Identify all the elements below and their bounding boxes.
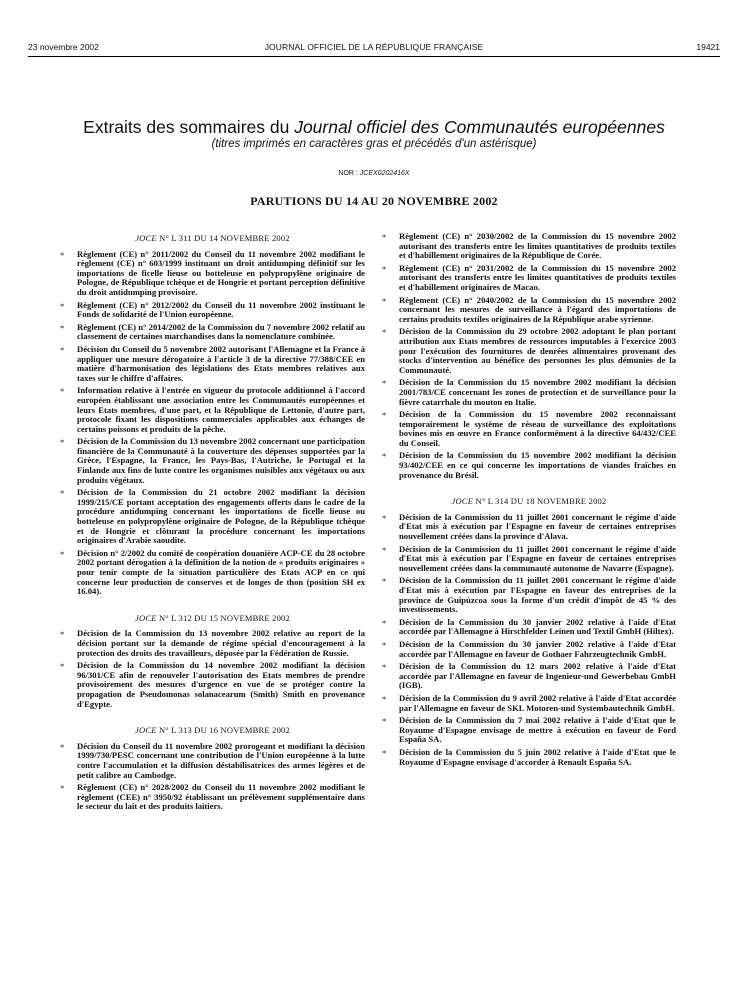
asterisk-marker: * (60, 386, 65, 397)
item-text: Décision de la Commission du 29 octobre 2002 adoptant le plan portant attribution aux Etats membres de ressources imputables à l'exercice 2003 pour l'exécution des fournitures de denrées alimentaires provenant des stocks d'intervention au bénéfice des personnes les plus démunies de la Communauté. (399, 326, 676, 375)
item-text: Décision de la Commission du 30 janvier 2002 relative à l'aide d'Etat accordée par l'Allemagne à Hirschfelder Leinen und Textil GmbH (Hiltex). (399, 616, 676, 637)
asterisk-marker: * (382, 512, 387, 523)
item-text: Décision de la Commission du 13 novembre 2002 relative au report de la décision portant sur la demande de régime spécial d'encouragement à la protection des droits des travailleurs, déposée par la Fédération de Russie. (77, 628, 365, 658)
section-number: N° L 311 DU 14 NOVEMBRE 2002 (156, 233, 290, 243)
list-item (60, 488, 365, 546)
page-subtitle: (titres imprimés en caractères gras et précédés d'un astérisque) (211, 138, 537, 150)
list-item (382, 378, 676, 407)
asterisk-marker: * (60, 783, 65, 794)
item-text: Décision de la Commission du 11 juillet 2001 concernant le régime d'aide d'Etat mis à exécution par l'Espagne en faveur de certaines entreprises nouvellement créées dans la communauté autonome de Navarre (Espagne). (399, 543, 676, 573)
item-text: Décision de la Commission du 21 octobre 2002 modifiant la décision 1999/215/CE portant acceptation des engagements offerts dans le cadre de la procédure antidumping concernant les importations de ficelle lieuse ou botteleuse en polypropylène originaire de Pologne, de la République tchèque et de Hongrie et clôturant la procédure concernant les importations originaires d'Arabie saoudite. (77, 487, 365, 546)
item-text: Règlement (CE) n° 2040/2002 de la Commission du 15 novembre 2002 concernant les mesures de surveillance à l'égard des importations de certains produits textiles originaires de la République arabe syrienne. (399, 294, 676, 324)
item-text: Décision de la Commission du 12 mars 2002 relative à l'aide d'Etat accordée par l'Allemagne en faveur de Ingenieur-und Gewerbebau GmbH (IGB). (399, 661, 676, 691)
section-heading-l313 (60, 726, 365, 736)
item-text: Décision de la Commission du 14 novembre 2002 modifiant la décision 96/301/CE afin de renouveler l'autorisation des Etats membres de prendre provisoirement des mesures d'urgence en vue de se protéger contre la propagation de Pseudomonas solanacearum (Smith) Smith en provenance d'Egypte. (77, 660, 365, 709)
list-item (60, 661, 365, 709)
header-page-number: 19421 (696, 42, 720, 52)
list-item (60, 345, 365, 383)
item-text: Décision de la Commission du 7 mai 2002 relative à l'aide d'Etat que le Royaume d'Espagne envisage de mettre à exécution en faveur de Ford España SA. (399, 715, 676, 745)
list-item (382, 716, 676, 745)
asterisk-marker: * (60, 661, 65, 672)
list-item (382, 618, 676, 637)
asterisk-marker: * (382, 378, 387, 389)
asterisk-marker: * (60, 437, 65, 448)
item-text: Information relative à l'entrée en vigueur du protocole additionnel à l'accord européen établissant une association entre les Communautés européennes et leurs Etats membres, d'une part, et la République de Lettonie, d'autre part, protocole fixant les dispositions commerciales applicables aux échanges de certains poissons et produits de la pêche. (77, 385, 365, 434)
section-number: N° L 314 DU 18 NOVEMBRE 2002 (473, 496, 607, 507)
item-text: Règlement (CE) n° 2014/2002 de la Commission du 7 novembre 2002 relatif au classement de certaines marchandises dans la nomenclature combinée. (77, 321, 365, 342)
item-text: Règlement (CE) n° 2031/2002 de la Commission du 15 novembre 2002 autorisant des transferts entre les limites quantitatives de produits textiles et d'habillement originaires de Macao. (399, 262, 676, 292)
asterisk-marker: * (60, 344, 65, 355)
item-text: Décision de la Commission du 30 janvier 2002 relative à l'aide d'Etat accordée par l'Allemagne en faveur de Gothaer Fahrzeugtechnik GmbH. (399, 638, 676, 659)
asterisk-marker: * (60, 548, 65, 559)
list-item (382, 513, 676, 542)
list-item (60, 301, 365, 320)
list-item (382, 694, 676, 713)
item-text: Décision de la Commission du 15 novembre 2002 modifiant la décision 93/402/CEE en ce qui concerne les importations de viandes fraîches en provenance du Brésil. (399, 450, 676, 480)
page-title (0, 117, 748, 138)
list-item (60, 629, 365, 658)
item-text: Décision du Conseil du 5 novembre 2002 autorisant l'Allemagne et la France à appliquer une mesure dérogatoire à l'article 3 de la directive 77/388/CEE en matière d'harmonisation des législations des Etats membres relatives aux taxes sur le chiffre d'affaires. (77, 343, 365, 383)
asterisk-marker: * (382, 263, 387, 274)
title-part-2: Journal officiel des Communautés européennes (294, 117, 665, 137)
parutions-heading: PARUTIONS DU 14 AU 20 NOVEMBRE 2002 (250, 194, 498, 208)
nor-reference (0, 170, 748, 177)
asterisk-marker: * (60, 488, 65, 499)
section-heading-l312 (60, 614, 365, 624)
list-item (60, 323, 365, 342)
asterisk-marker: * (382, 327, 387, 338)
section-heading-l311 (60, 234, 365, 244)
asterisk-marker: * (382, 662, 387, 673)
item-text: Décision de la Commission du 9 avril 2002 relative à l'aide d'Etat accordée par l'Allemagne en faveur de SKL Motoren-und Systembautechnik GmbH. (399, 692, 676, 713)
item-text: Décision de la Commission du 13 novembre 2002 concernant une participation financière de la Communauté à la couverture des dépenses supportées par la Grèce, l'Espagne, la France, les Pays-Bas, l'Autriche, le Portugal et la Finlande aux fins de lutte contre les organismes nuisibles aux végétaux ou aux produits végétaux. (77, 436, 365, 485)
asterisk-marker: * (60, 629, 65, 640)
item-text: Décision de la Commission du 15 novembre 2002 modifiant la décision 2001/783/CE concernant les zones de protection et de surveillance pour la fièvre catarrhale du mouton en Italie. (399, 377, 676, 407)
list-item (382, 327, 676, 375)
item-text: Règlement (CE) n° 2011/2002 du Conseil du 11 novembre 2002 modifiant le règlement (CE) n° 603/1999 instituant un droit antidumping définitif sur les importations de ficelle lieuse ou botteleuse en polypropylène originaire de Pologne, de République tchèque et de Hongrie et portant perception définitive du droit antidumping provisoire. (77, 248, 365, 297)
list-item (382, 640, 676, 659)
item-text: Règlement (CE) n° 2012/2002 du Conseil du 11 novembre 2002 instituant le Fonds de solidarité de l'Union européenne. (77, 299, 365, 320)
asterisk-marker: * (382, 451, 387, 462)
page-header (28, 42, 720, 57)
joce-label: JOCE (135, 612, 157, 623)
asterisk-marker: * (382, 295, 387, 306)
joce-label: JOCE (135, 233, 157, 243)
asterisk-marker: * (382, 410, 387, 421)
right-column (382, 232, 676, 770)
list-item (382, 662, 676, 691)
section-number: N° L 313 DU 16 NOVEMBRE 2002 (156, 725, 290, 736)
item-text: Décision de la Commission du 5 juin 2002 relative à l'aide d'Etat que le Royaume d'Espagne envisage d'accorder à Renault España SA. (399, 746, 676, 767)
asterisk-marker: * (60, 300, 65, 311)
item-text: Décision n° 2/2002 du comité de coopération douanière ACP-CE du 28 octobre 2002 portant dérogation à la définition de la notion de « produits originaires » pour tenir compte de la situation particulière des Etats ACP en ce qui concerne leur production de conserves et de longes de thon (position SH ex 16.04). (77, 547, 365, 597)
list-item (60, 783, 365, 812)
list-item (382, 410, 676, 448)
asterisk-marker: * (60, 322, 65, 333)
list-item (60, 742, 365, 780)
list-item (60, 549, 365, 597)
nor-code: JCEX0202416X (359, 170, 410, 177)
title-part-1: Extraits des sommaires du (83, 117, 295, 137)
asterisk-marker: * (382, 617, 387, 628)
nor-label: NOR : (338, 170, 360, 177)
asterisk-marker: * (382, 716, 387, 727)
item-text: Règlement (CE) n° 2030/2002 de la Commission du 15 novembre 2002 autorisant des transferts entre les limites quantitatives de produits textiles et d'habillement originaires de la République de Corée. (399, 231, 676, 261)
item-text: Décision de la Commission du 15 novembre 2002 reconnaissant temporairement le système de réseau de surveillance des exploitations bovines mis en œuvre en France conformément à la directive 64/432/CEE du Conseil. (399, 409, 676, 448)
asterisk-marker: * (382, 576, 387, 587)
list-item (382, 545, 676, 574)
asterisk-marker: * (382, 639, 387, 650)
asterisk-marker: * (382, 544, 387, 555)
list-item (60, 250, 365, 298)
section-number: N° L 312 DU 15 NOVEMBRE 2002 (156, 612, 290, 623)
section-heading-l314 (382, 497, 676, 507)
left-column (60, 232, 365, 815)
header-journal-title: JOURNAL OFFICIEL DE LA RÉPUBLIQUE FRANÇAISE (264, 42, 484, 52)
asterisk-marker: * (60, 741, 65, 752)
list-item (382, 296, 676, 325)
list-item (60, 437, 365, 485)
asterisk-marker: * (382, 232, 387, 242)
list-item (382, 451, 676, 480)
item-text: Décision de la Commission du 11 juillet 2001 concernant le régime d'aide d'Etat mis à exécution par l'Espagne en faveur des entreprises de la province de Guipúzcoa sous la forme d'un crédit d'impôt de 45 % des investissements. (399, 575, 676, 615)
asterisk-marker: * (60, 249, 65, 260)
joce-label: JOCE (135, 725, 157, 736)
item-text: Règlement (CE) n° 2028/2002 du Conseil du 11 novembre 2002 modifiant le règlement (CEE) n° 3950/92 établissant un prélèvement supplémentaire dans le secteur du lait et des produits laitiers. (77, 782, 365, 812)
list-item (382, 576, 676, 614)
asterisk-marker: * (382, 693, 387, 704)
list-item (382, 264, 676, 293)
item-text: Décision du Conseil du 11 novembre 2002 prorogeant et modifiant la décision 1999/730/PESC concernant une contribution de l'Union européenne à la lutte contre l'accumulation et la diffusion déstabilisatrices des armes légères et de petit calibre au Cambodge. (77, 740, 365, 780)
list-item (60, 386, 365, 434)
asterisk-marker: * (382, 747, 387, 758)
list-item (382, 748, 676, 767)
list-item (382, 232, 676, 261)
header-date: 23 novembre 2002 (28, 42, 99, 52)
joce-label: JOCE (451, 496, 474, 507)
item-text: Décision de la Commission du 11 juillet 2001 concernant le régime d'aide d'Etat mis à exécution par l'Espagne en faveur de certaines entreprises nouvellement créées dans la province d'Alava. (399, 511, 676, 542)
